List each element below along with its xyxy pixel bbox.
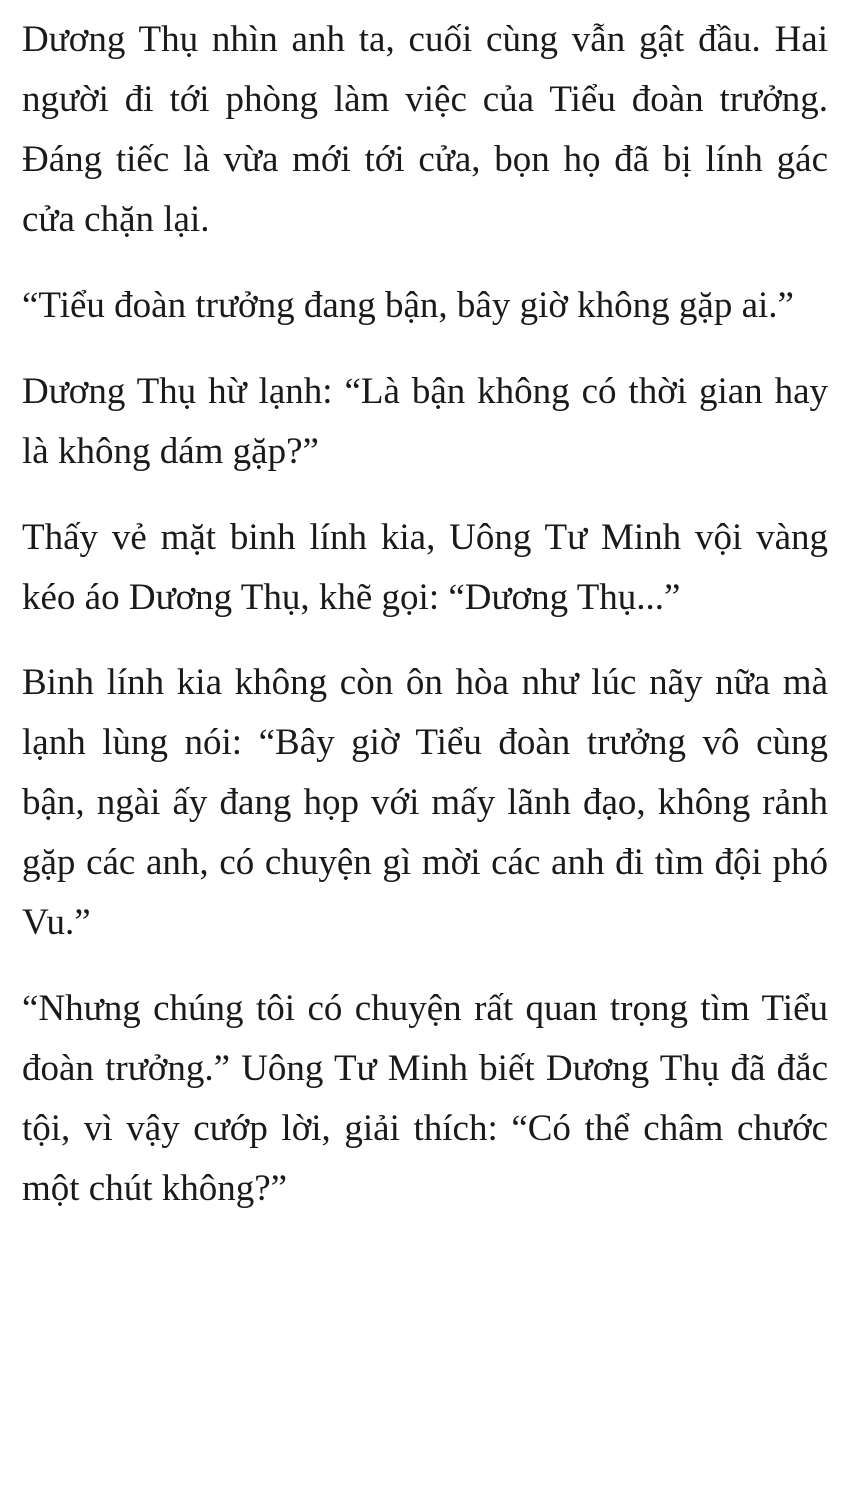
paragraph: Dương Thụ hừ lạnh: “Là bận không có thời gian hay là không dám gặp?”	[22, 370, 828, 472]
paragraph: “Nhưng chúng tôi có chuyện rất quan trọng tìm Tiểu đoàn trưởng.” Uông Tư Minh biết Dương Thụ đã đắc tội, vì vậy cướp lời, giải thích: “Có thể châm chước một chút không?”	[22, 988, 828, 1209]
paragraph: “Tiểu đoàn trưởng đang bận, bây giờ không gặp ai.”	[22, 284, 794, 326]
paragraph: Dương Thụ nhìn anh ta, cuối cùng vẫn gật đầu. Hai người đi tới phòng làm việc của Tiểu đoàn trưởng. Đáng tiếc là vừa mới tới cửa, bọn họ đã bị lính gác cửa chặn lại.	[22, 19, 828, 240]
paragraph: Thấy vẻ mặt binh lính kia, Uông Tư Minh vội vàng kéo áo Dương Thụ, khẽ gọi: “Dương Thụ...”	[22, 516, 828, 618]
paragraph: Binh lính kia không còn ôn hòa như lúc nãy nữa mà lạnh lùng nói: “Bây giờ Tiểu đoàn trưởng vô cùng bận, ngài ấy đang họp với mấy lãnh đạo, không rảnh gặp các anh, có chuyện gì mời các anh đi tìm đội phó Vu.”	[22, 662, 828, 944]
